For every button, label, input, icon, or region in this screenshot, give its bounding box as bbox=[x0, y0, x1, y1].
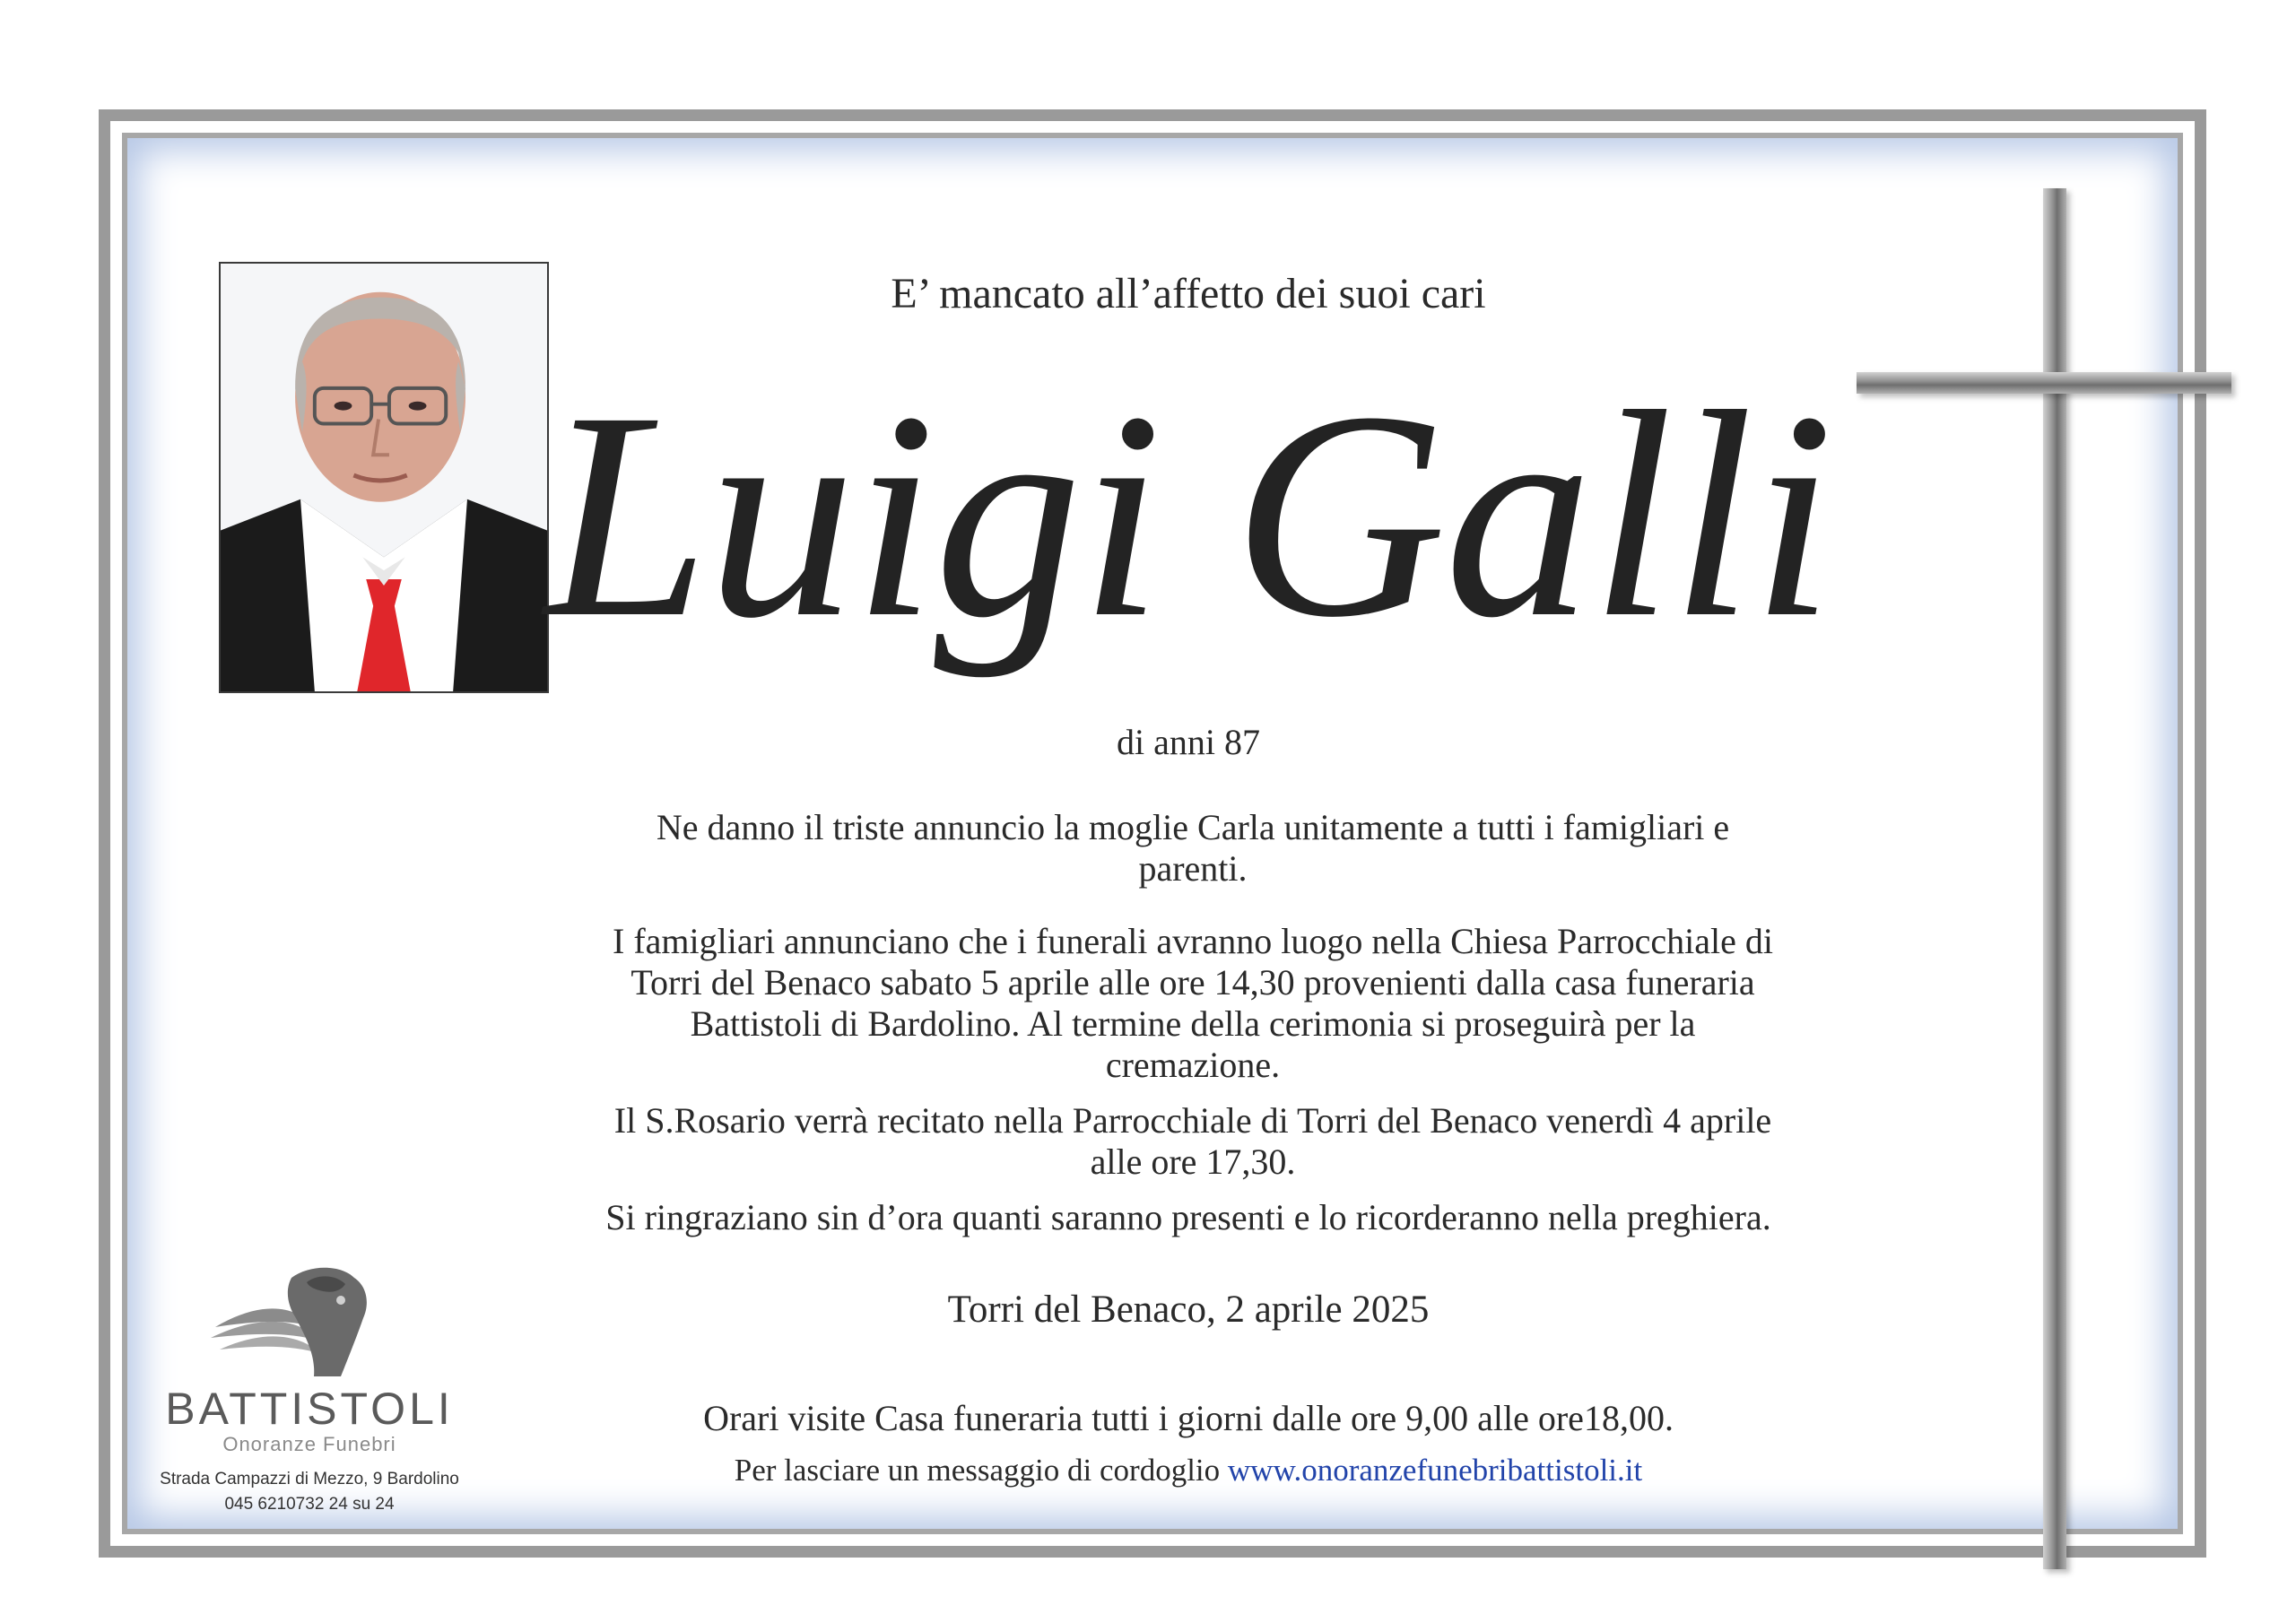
deceased-name: Luigi Galli bbox=[544, 352, 1832, 679]
condolence-link[interactable]: www.onoranzefunebribattistoli.it bbox=[1227, 1453, 1643, 1488]
logo-brand-name: BATTISTOLI bbox=[165, 1384, 454, 1434]
thanks-paragraph: Si ringraziano sin d’ora quanti saranno presenti e lo ricorderanno nella preghiera. bbox=[605, 1197, 1771, 1237]
condolence-message bbox=[538, 1453, 1839, 1488]
rosary-paragraph: Il S.Rosario verrà recitato nella Parrocchiale di Torri del Benaco venerdì 4 aprile alle ore 17,30. bbox=[613, 1100, 1772, 1182]
age-text: di anni 87 bbox=[1117, 722, 1260, 762]
logo-address: Strada Campazzi di Mezzo, 9 Bardolino bbox=[160, 1470, 459, 1488]
portrait-photo bbox=[219, 262, 549, 693]
logo-contact bbox=[117, 1467, 502, 1517]
cross-icon bbox=[2043, 188, 2066, 1569]
logo-subtitle: Onoranze Funebri bbox=[222, 1433, 396, 1455]
condolence-prefix: Per lasciare un messaggio di cordoglio bbox=[734, 1453, 1228, 1488]
intro-text: E’ mancato all’affetto dei suoi cari bbox=[891, 270, 1486, 317]
battistoli-logo-icon bbox=[206, 1264, 377, 1385]
place-date: Torri del Benaco, 2 aprile 2025 bbox=[947, 1289, 1430, 1331]
visiting-hours: Orari visite Casa funeraria tutti i giorni dalle ore 9,00 alle ore18,00. bbox=[703, 1398, 1674, 1438]
announcement-paragraph: Ne danno il triste annuncio la moglie Carla unitamente a tutti i famigliari e parenti. bbox=[656, 807, 1730, 889]
cross-arm bbox=[1857, 372, 2231, 394]
funeral-paragraph: I famigliari annunciano che i funerali avranno luogo nella Chiesa Parrocchiale di Torri del Benaco sabato 5 aprile alle ore 14,30 provenienti dalla casa funeraria Battistoli di Bardolino. Al termine della cerimonia si proseguirà per la cremazione. bbox=[613, 921, 1773, 1085]
logo-phone: 045 6210732 24 su 24 bbox=[224, 1495, 395, 1514]
